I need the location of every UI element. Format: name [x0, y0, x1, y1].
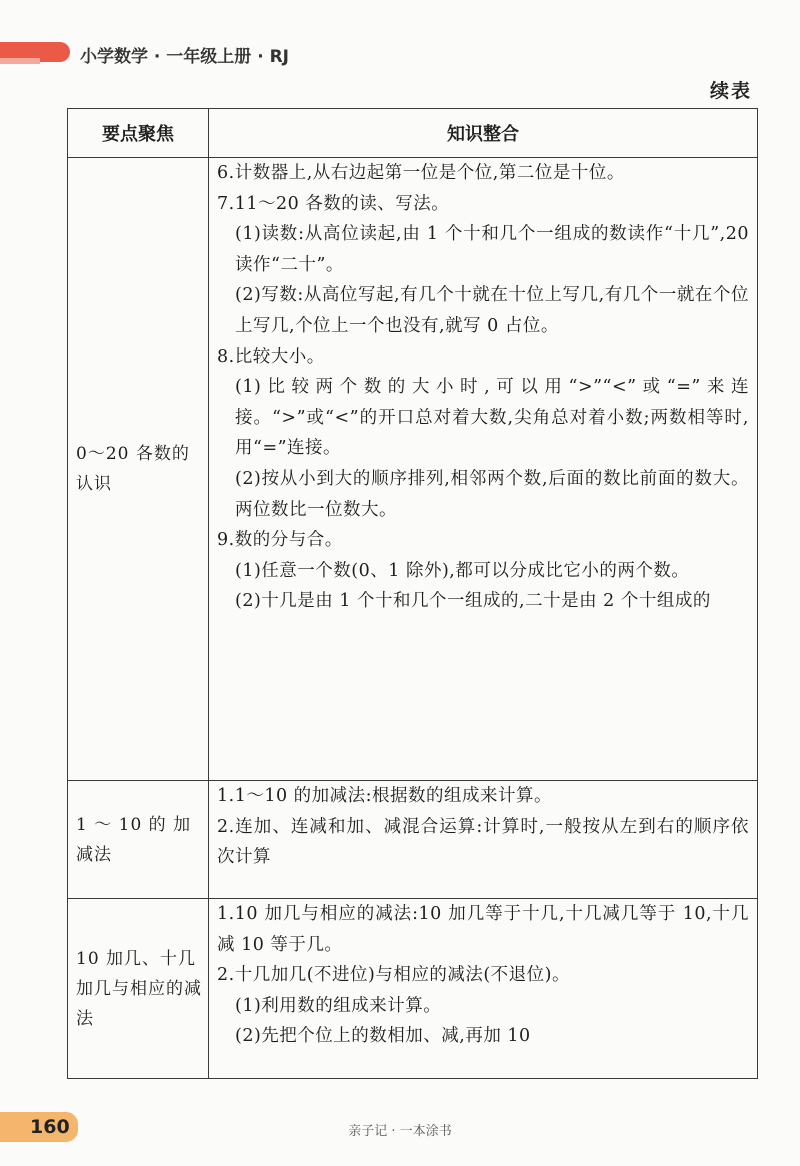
content-line: (2)十几是由 1 个十和几个一组成的,二十是由 2 个十组成的: [235, 591, 711, 612]
summary-table: [67, 108, 758, 1079]
content-line: 6.计数器上,从右边起第一位是个位,第二位是十位。: [217, 163, 625, 183]
content-line: (2)按从小到大的顺序排列,相邻两个数,后面的数比前面的数大。两位数比一位数大。: [235, 468, 749, 520]
table-row: [68, 781, 758, 899]
content-line: (2)写数:从高位写起,有几个十就在十位上写几,有几个一就在个位上写几,个位上一个也没有,就写 0 占位。: [235, 285, 749, 336]
content-line: 8.比较大小。: [217, 346, 325, 367]
col-header-knowledge: 知识整合: [209, 109, 758, 158]
publisher-footer: 亲子记 · 一本涂书: [348, 1124, 452, 1139]
row-content: [209, 158, 758, 781]
content-line: (1)任意一个数(0、1 除外),都可以分成比它小的两个数。: [235, 560, 690, 581]
content-line: 9.数的分与合。: [217, 530, 343, 551]
content-line: 1.10 加几与相应的减法:10 加几等于十几,十几减几等于 10,十几减 10 等于几。: [217, 904, 749, 955]
content-line: 2.十几加几(不进位)与相应的减法(不退位)。: [217, 965, 571, 986]
row-topic: 1 ～ 10 的 加减法: [68, 781, 209, 899]
content-line: 2.连加、连减和加、减混合运算:计算时,一般按从左到右的顺序依次计算: [217, 816, 749, 868]
page-number: 160: [30, 1116, 70, 1138]
content-line: 7.11～20 各数的读、写法。: [217, 193, 450, 214]
col-header-focus: 要点聚焦: [68, 109, 209, 158]
row-content: [209, 781, 758, 899]
table-row: [68, 899, 758, 1079]
content-line: (2)先把个位上的数相加、减,再加 10: [235, 1026, 531, 1047]
book-title: 小学数学 · 一年级上册 · RJ: [80, 47, 290, 67]
content-line: (1)比较两个数的大小时,可以用“>”“<”或“=”来连接。“>”或“<”的开口总对着大数,尖角总对着小数;两数相等时,用“=”连接。: [235, 377, 749, 459]
content-line: (1)利用数的组成来计算。: [235, 995, 442, 1016]
table-header-row: [68, 109, 758, 158]
header-accent-stripe: [0, 58, 40, 64]
continued-label: 续表: [709, 80, 752, 102]
table-row: [68, 158, 758, 781]
row-content: [209, 899, 758, 1079]
content-line: (1)读数:从高位读起,由 1 个十和几个一组成的数读作“十几”,20 读作“二十”。: [235, 224, 749, 275]
content-line: 1.1～10 的加减法:根据数的组成来计算。: [217, 786, 553, 806]
row-topic: 0～20 各数的认识: [68, 158, 209, 781]
row-topic: 10 加几、十几加几与相应的减法: [68, 899, 209, 1079]
